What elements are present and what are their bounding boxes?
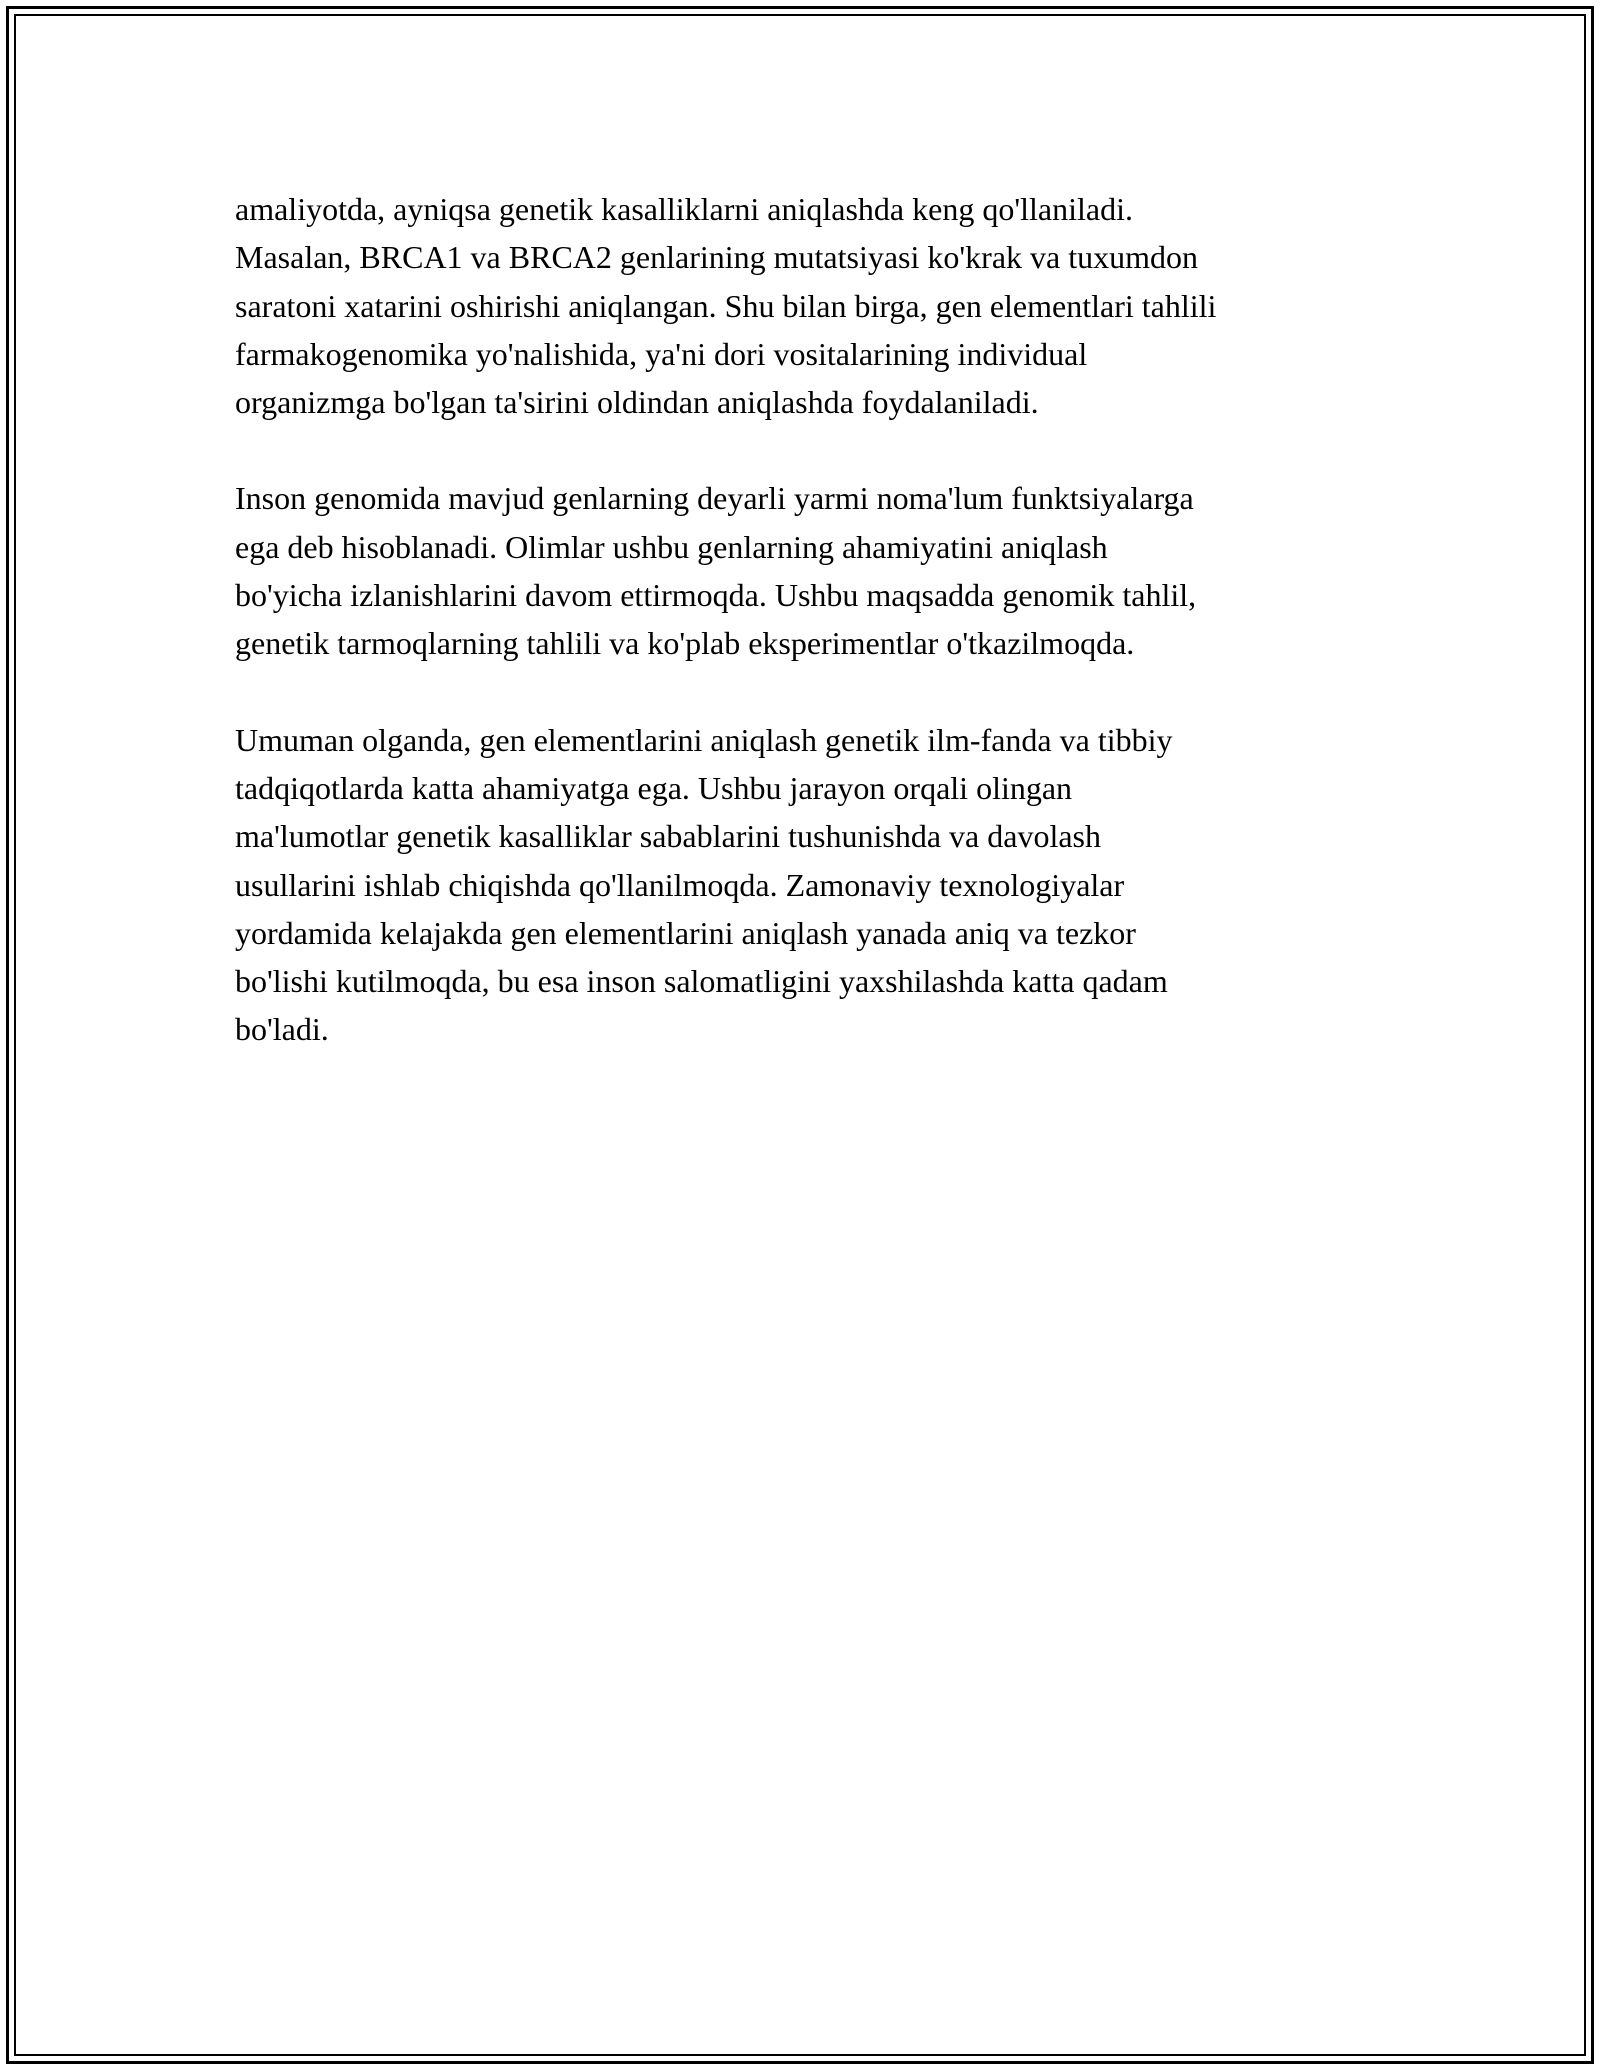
text-line: ma'lumotlar genetik kasalliklar sabablarini tushunishda va davolash xyxy=(235,818,1101,855)
text-line: genetik tarmoqlarning tahlili va ko'plab eksperimentlar o'tkazilmoqda. xyxy=(235,625,1135,662)
text-line: ega deb hisoblanadi. Olimlar ushbu genlarning ahamiyatini aniqlash xyxy=(235,528,1108,565)
paragraph-2 xyxy=(235,474,1395,667)
text-line: bo'ladi. xyxy=(235,1011,329,1048)
text-line: farmakogenomika yo'nalishida, ya'ni dori vositalarining individual xyxy=(235,335,1088,372)
text-line: organizmga bo'lgan ta'sirini oldindan aniqlashda foydalaniladi. xyxy=(235,384,1039,421)
paragraph-1 xyxy=(235,185,1395,426)
text-line: saratoni xatarini oshirishi aniqlangan. Shu bilan birga, gen elementlari tahlili xyxy=(235,287,1217,324)
text-line: bo'yicha izlanishlarini davom ettirmoqda. Ushbu maqsadda genomik tahlil, xyxy=(235,577,1197,614)
text-line: Inson genomida mavjud genlarning deyarli yarmi noma'lum funktsiyalarga xyxy=(235,480,1194,517)
text-line: Umuman olganda, gen elementlarini aniqlash genetik ilm-fanda va tibbiy xyxy=(235,721,1173,758)
text-line: amaliyotda, ayniqsa genetik kasalliklarni aniqlashda keng qo'llaniladi. xyxy=(235,191,1133,227)
document-body xyxy=(235,185,1395,1102)
text-line: yordamida kelajakda gen elementlarini aniqlash yanada aniq va tezkor xyxy=(235,914,1136,951)
text-line: bo'lishi kutilmoqda, bu esa inson salomatligini yaxshilashda katta qadam xyxy=(235,963,1168,1000)
text-line: Masalan, BRCA1 va BRCA2 genlarining mutatsiyasi ko'krak va tuxumdon xyxy=(235,239,1198,276)
text-line: usullarini ishlab chiqishda qo'llanilmoqda. Zamonaviy texnologiyalar xyxy=(235,866,1125,903)
text-line: tadqiqotlarda katta ahamiyatga ega. Ushbu jarayon orqali olingan xyxy=(235,769,1073,806)
paragraph-3 xyxy=(235,716,1395,1054)
